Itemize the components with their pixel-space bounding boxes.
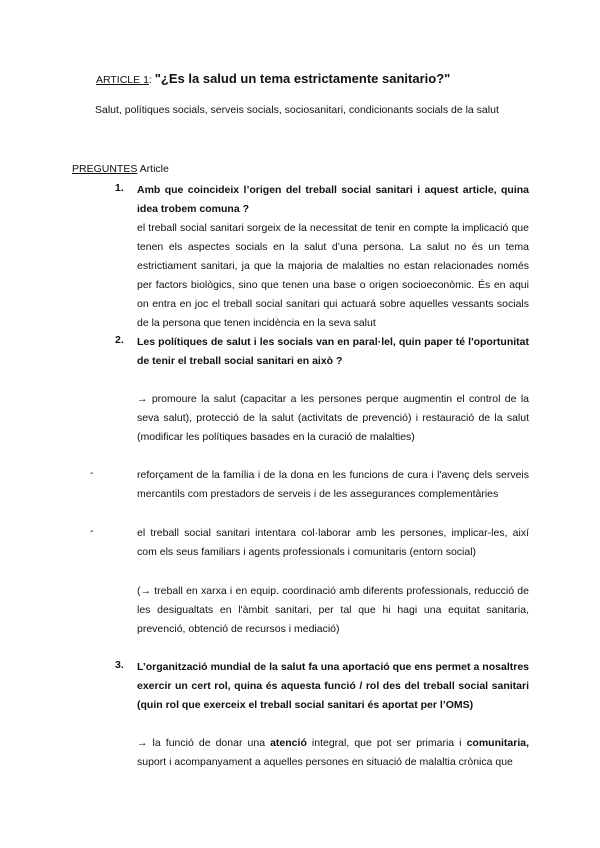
q1-question: Amb que coincideix l’origen del treball social sanitari i aquest article, quina idea trobem comuna ? [137, 184, 529, 215]
section-suffix: Article [137, 163, 169, 175]
q2-bullet2: el treball social sanitari intentara col·laborar amb les persones, implicar-les, així com els seus familiars i agents professionals i comunitaris (entorn social) [137, 527, 529, 558]
q2-number: 2. [115, 334, 124, 346]
q3-answer-bold1: atenció [270, 737, 307, 749]
q1-answer: el treball social sanitari sorgeix de la necessitat de tenir en compte la implicació que tenen els aspectes socials en la salut d’una persona. La salut no és un tema estrictiament sanitari, ja que la majoria de malalties no estan relacionades només per factors biològics, sino que tenen una base o origen socioeconòmic. És en aqui on entra en joc el treball social sanitari qui actuará sobre aquelles vessants socials de la persona que tenen incidència en la seva salut [137, 222, 529, 329]
article-label: ARTICLE 1 [96, 74, 149, 86]
article-heading [96, 71, 450, 86]
section-heading [72, 163, 169, 175]
q2-bullet1-symbol: - [90, 467, 94, 479]
article-title: "¿Es la salud un tema estrictamente sanitario?" [154, 71, 451, 86]
q3-answer-mid: integral, que pot ser primaria i [306, 737, 467, 749]
q2-arrow-answer: → promoure la salut (capacitar a les persones perque augmentin el control de la seva salut), protecció de la salut (activitats de prevenció) i restauració de la salut (modificar les polítiques basades en la curació de malalties) [137, 393, 529, 443]
q3-question: L’organització mundial de la salut fa una aportació que ens permet a nosaltres exercir un cert rol, quina és aquesta funció / rol des del treball social sanitari (quin rol que exerceix el treball social sanitari és aportat per l’OMS) [137, 661, 529, 711]
q1-number: 1. [115, 182, 124, 194]
q2-question: Les polítiques de salut i les socials van en paral·lel, quin paper té l'oportunitat de tenir el treball social sanitari en això ? [137, 336, 529, 367]
q2-note: (→ treball en xarxa i en equip. coordinació amb diferents professionals, reducció de les desigualtats en l'àmbit sanitari, per tal que hi hagi una equitat sanitaria, prevenció, obtenció de recursos i mediació) [137, 585, 529, 635]
q3-answer-bold2: comunitaria, [466, 737, 530, 749]
q3-number: 3. [115, 659, 124, 671]
article-colon: : [148, 74, 155, 86]
q2-bullet1: reforçament de la família i de la dona en les funcions de cura i l'avenç dels serveis mercantils com prestadors de serveis i de les assegurances complementàries [137, 469, 529, 500]
q3-answer-pre: → la funció de donar una [137, 737, 271, 749]
q3-answer-post: suport i acompanyament a aquelles persones en situació de malaltia crònica que [137, 756, 513, 768]
section-label: PREGUNTES [72, 163, 138, 175]
q2-bullet2-symbol: - [90, 525, 94, 537]
keywords-line: Salut, polítiques socials, serveis socials, sociosanitari, condicionants socials de la salut [95, 104, 499, 116]
q3-answer [137, 734, 529, 772]
